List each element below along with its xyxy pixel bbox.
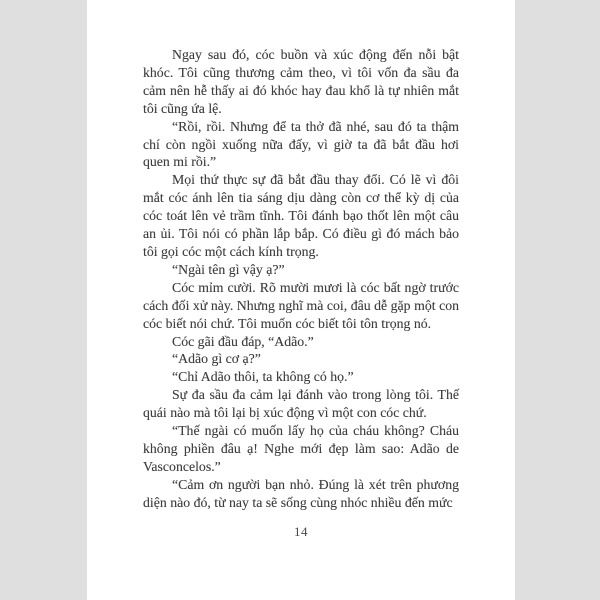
paragraph-dialogue: “Cảm ơn người bạn nhỏ. Đúng là xét trên phương diện nào đó, từ nay ta sẽ sống cùng nhóc nhiều đến mức bbox=[143, 476, 459, 510]
book-page bbox=[87, 0, 515, 600]
paragraph-dialogue: “Ngài tên gì vậy ạ?” bbox=[172, 261, 285, 277]
paragraph-dialogue: “Thế ngài có muốn lấy họ của cháu không? Cháu không phiền đâu ạ! Nghe mới đẹp làm sao: Adão de Vasconcelos.” bbox=[143, 423, 459, 474]
paragraph: “Rồi, rồi. Nhưng để ta thở đã nhé, sau đó ta thậm chí còn ngồi xuống nữa đấy, vì giờ ta đã bắt đầu hơi quen mi rồi.” bbox=[143, 118, 459, 170]
body-text bbox=[143, 46, 459, 512]
paragraph: Ngay sau đó, cóc buồn và xúc động đến nỗi bật khóc. Tôi cũng thương cảm theo, vì tôi vốn đa sầu đa cảm nên hễ thấy ai đó khóc hay đau khổ là tự nhiên mắt tôi cũng ứa lệ. bbox=[143, 47, 459, 116]
paragraph-dialogue: “Chỉ Adão thôi, ta không có họ.” bbox=[172, 369, 354, 385]
paragraph: Mọi thứ thực sự đã bắt đầu thay đổi. Có lẽ vì đôi mắt cóc ánh lên tia sáng dịu dàng còn cơ thể kỳ dị của cóc toát lên vẻ trầm tĩnh. Tôi đánh bạo thốt lên một câu an ủi. Tôi nói có phần lắp bắp. Có điều gì đó mách bảo tôi gọi cóc một cách kính trọng. bbox=[143, 172, 459, 259]
page-number: 14 bbox=[294, 524, 308, 539]
paragraph: Sự đa sầu đa cảm lại đánh vào trong lòng tôi. Thế quái nào mà tôi lại bị xúc động vì một con cóc chứ. bbox=[143, 387, 459, 421]
paragraph: Cóc gãi đầu đáp, “Adão.” bbox=[172, 333, 314, 349]
paragraph: Cóc mỉm cười. Rõ mười mươi là cóc bất ngờ trước cách đối xử này. Nhưng nghĩ mà coi, đâu dễ gặp một con cóc biết nói chứ. Tôi muốn cóc biết tôi tôn trọng nó. bbox=[143, 279, 459, 331]
paragraph-dialogue: “Adão gì cơ ạ?” bbox=[172, 351, 261, 367]
